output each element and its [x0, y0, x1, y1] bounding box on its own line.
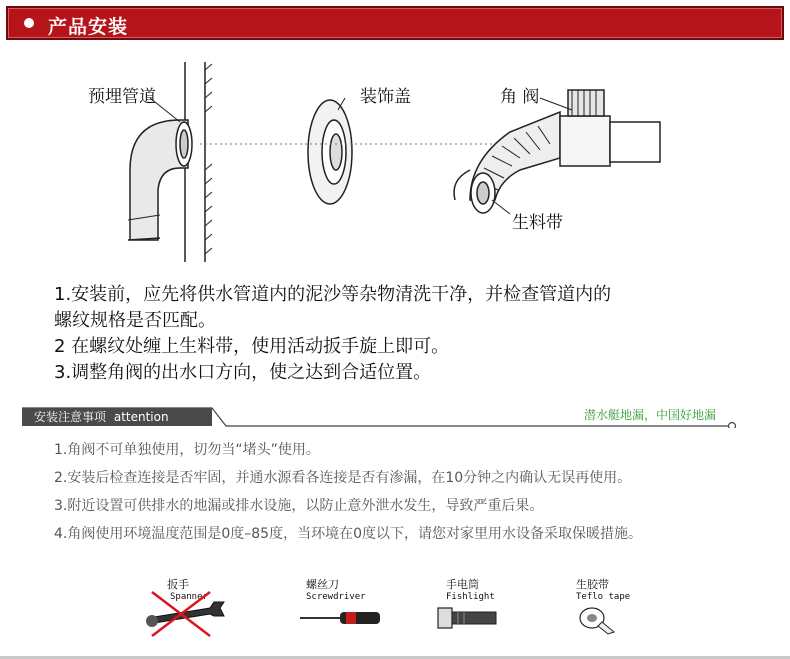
tool-en-spanner: Spanner [170, 592, 208, 602]
angle-valve-illustration [454, 90, 660, 213]
installation-steps [54, 282, 754, 386]
label-decorative-cover: 装饰盖 [360, 87, 411, 107]
section-title: 产品安装 [48, 16, 129, 38]
decorative-cover-illustration [308, 100, 352, 204]
tool-name-screwdriver: 螺丝刀 [306, 578, 339, 591]
tool-en-teflon-tape: Teflo tape [576, 592, 631, 602]
slogan-text: 潜水艇地漏，中国好地漏 [583, 408, 716, 422]
spanner-icon [140, 588, 230, 638]
note-item: 2.安装后检查连接是否牢固，并通水源看各连接是否有渗漏，在10分钟之内确认无误再使用。 [54, 470, 632, 486]
step-text: 2 在螺纹处缠上生料带，使用活动扳手旋上即可。 [54, 336, 450, 357]
step-text: 螺纹规格是否匹配。 [54, 310, 216, 331]
tool-en-flashlight: Fishlight [446, 592, 495, 602]
attention-bar [22, 406, 738, 428]
tool-name-flashlight: 手电筒 [446, 578, 479, 591]
attention-tab-en: attention [113, 410, 169, 424]
tool-name-teflon-tape: 生胶带 [576, 578, 609, 591]
embedded-pipe-illustration [128, 120, 192, 240]
section-header-banner [6, 6, 784, 40]
note-item: 1.角阀不可单独使用，切勿当“堵头”使用。 [54, 442, 320, 458]
attention-tab-cn: 安装注意事项 [34, 410, 107, 424]
label-embedded-pipe: 预埋管道 [88, 87, 156, 107]
tool-en-screwdriver: Screwdriver [306, 592, 366, 602]
step-text: 1.安装前，应先将供水管道内的泥沙等杂物清洗干净，并检查管道内的 [54, 284, 612, 305]
note-item: 3.附近设置可供排水的地漏或排水设施，以防止意外泄水发生，导致严重后果。 [54, 498, 544, 514]
attention-tab [22, 408, 212, 426]
step-text: 3.调整角阀的出水口方向，使之达到合适位置。 [54, 362, 432, 383]
teflon-tape-icon [578, 604, 618, 636]
bullet-dot-icon [24, 18, 34, 28]
attention-notes [54, 436, 774, 548]
note-item: 4.角阀使用环境温度范围是0度–85度，当环境在0度以下，请您对家里用水设备采取保暖措施。 [54, 526, 642, 542]
label-teflon-tape: 生料带 [512, 213, 563, 233]
screwdriver-icon [298, 606, 384, 630]
label-angle-valve: 角 阀 [500, 87, 540, 107]
tool-name-spanner: 扳手 [167, 578, 189, 591]
flashlight-icon [436, 604, 502, 632]
